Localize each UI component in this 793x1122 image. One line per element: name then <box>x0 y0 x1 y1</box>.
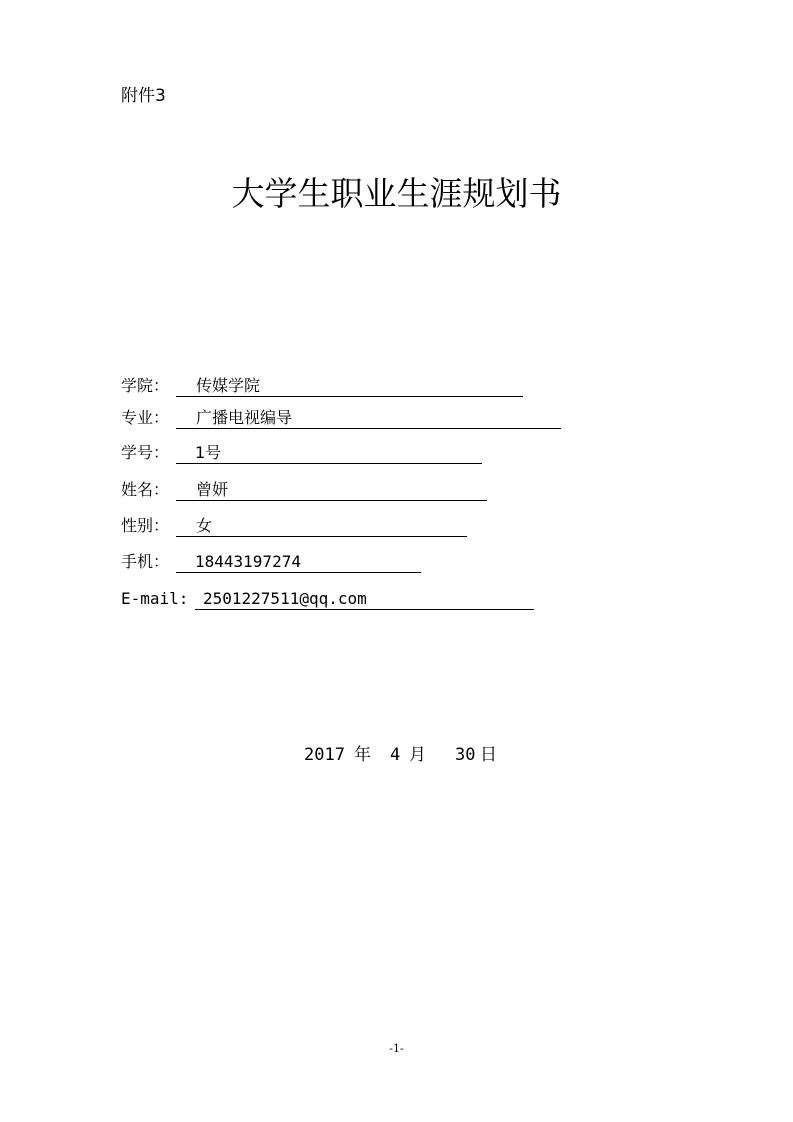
field-gender <box>121 514 467 538</box>
field-label: 学院： <box>121 376 170 395</box>
field-name <box>121 478 487 502</box>
field-value: 2501227511@qq.com <box>203 589 367 608</box>
field-label: 性别： <box>121 516 170 535</box>
field-value: 18443197274 <box>195 552 301 571</box>
field-value: 广播电视编导 <box>196 408 293 427</box>
field-label: 专业： <box>121 408 170 427</box>
date-day: 30 <box>455 745 476 765</box>
date-year-unit: 年 <box>354 745 371 765</box>
field-value: 1号 <box>195 443 222 462</box>
field-value: 女 <box>196 516 213 535</box>
field-college <box>121 374 523 398</box>
field-major <box>121 406 561 430</box>
field-student-id <box>121 441 482 465</box>
field-label: 学号： <box>121 443 170 462</box>
field-label: 手机： <box>121 552 170 571</box>
date-year: 2017 <box>304 745 345 765</box>
field-value: 曾妍 <box>196 480 229 499</box>
field-underline <box>176 441 482 464</box>
field-underline <box>176 514 467 537</box>
date-month: 4 <box>390 745 401 765</box>
field-label: 姓名： <box>121 480 170 499</box>
date-day-unit: 日 <box>480 745 497 765</box>
field-phone <box>121 550 421 574</box>
field-email <box>121 587 534 611</box>
date-month-unit: 月 <box>409 745 426 765</box>
field-value: 传媒学院 <box>196 376 261 395</box>
attachment-label: 附件3 <box>121 86 166 106</box>
page-number: -1- <box>389 1042 404 1055</box>
document-title: 大学生职业生涯规划书 <box>231 174 562 213</box>
field-label: E-mail: <box>121 589 189 608</box>
